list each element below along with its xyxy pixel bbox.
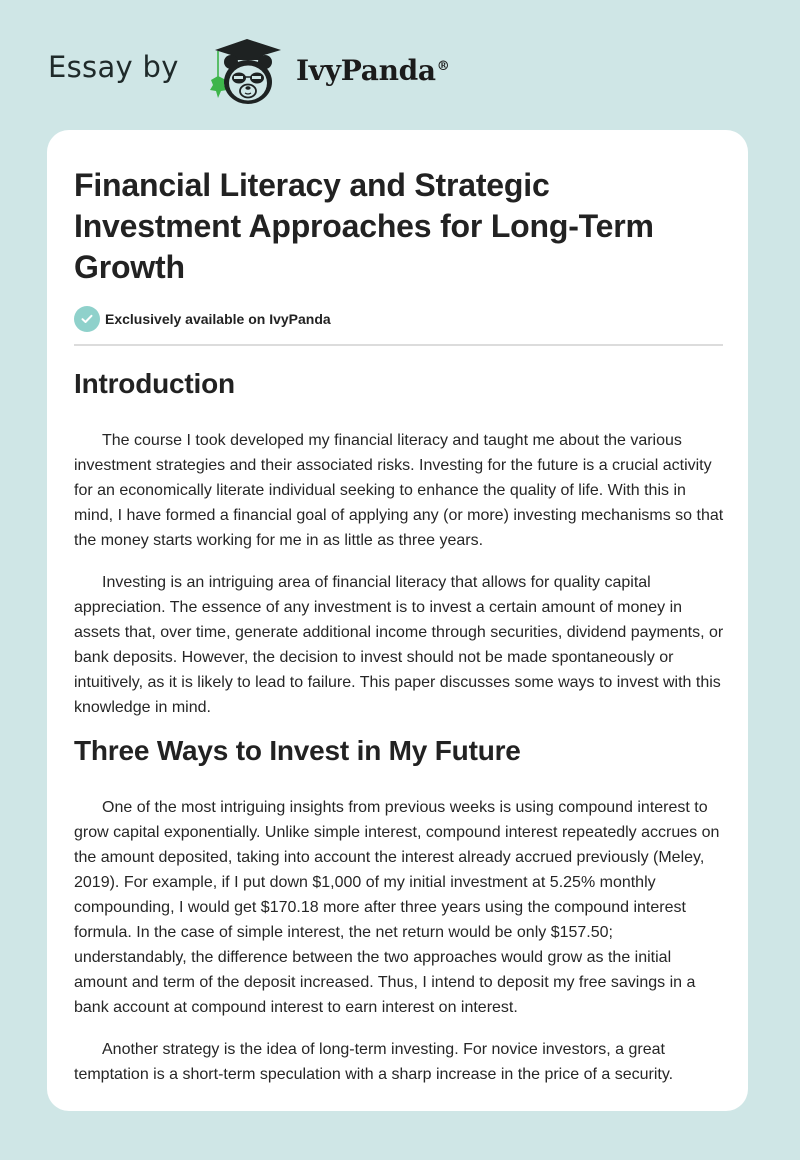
paragraph: Another strategy is the idea of long-term investing. For novice investors, a great temptation is a short-term speculation with a sharp increase in the price of a security. (74, 1041, 674, 1083)
registered-mark: ® (436, 58, 450, 74)
exclusive-badge (74, 306, 331, 332)
check-circle-icon (74, 306, 100, 332)
section-heading-introduction: Introduction (74, 368, 235, 399)
panda-graduation-cap-icon[interactable] (203, 36, 291, 108)
paragraph: Investing is an intriguing area of financial literacy that allows for quality capital appreciation. The essence of any investment is to invest a certain amount of money in assets that, over time, generate additional income through securities, dividend payments, or bank deposits. However, the decision to invest should not be made spontaneously or intuitively, as it is likely to lead to failure. This paper discusses some ways to invest with this knowledge in mind. (74, 574, 724, 716)
paragraph: The course I took developed my financial literacy and taught me about the various investment strategies and their associated risks. Investing for the future is a crucial activity for an economically literate individual seeking to enhance the quality of life. With this in mind, I have formed a financial goal of applying any (or more) investing mechanisms so that the money starts working for me in as little as three years. (74, 432, 724, 549)
essay-card (47, 130, 748, 1111)
paragraph: One of the most intriguing insights from previous weeks is using compound interest to grow capital exponentially. Unlike simple interest, compound interest repeatedly accrues on the amount deposited, taking into account the interest already accrued previously (Meley, 2019). For example, if I put down $1,000 of my initial investment at 5.25% monthly compounding, I would get $170.18 more after three years using the compound interest formula. In the case of simple interest, the net return would be only $157.50; understandably, the difference between the two approaches would grow as the initial amount and term of the deposit increased. Thus, I intend to deposit my free savings in a bank account at compound interest to earn interest on interest. (74, 799, 720, 1016)
divider (74, 344, 723, 346)
brand-name-text: IvyPanda (296, 54, 436, 87)
section-heading-three-ways: Three Ways to Invest in My Future (74, 735, 521, 766)
essay-by-label: Essay by (48, 50, 179, 84)
brand-name[interactable] (296, 54, 449, 87)
exclusive-label: Exclusively available on IvyPanda (105, 311, 331, 327)
page-title: Financial Literacy and Strategic Investment Approaches for Long-Term Growth (74, 167, 654, 285)
site-header (0, 0, 800, 130)
